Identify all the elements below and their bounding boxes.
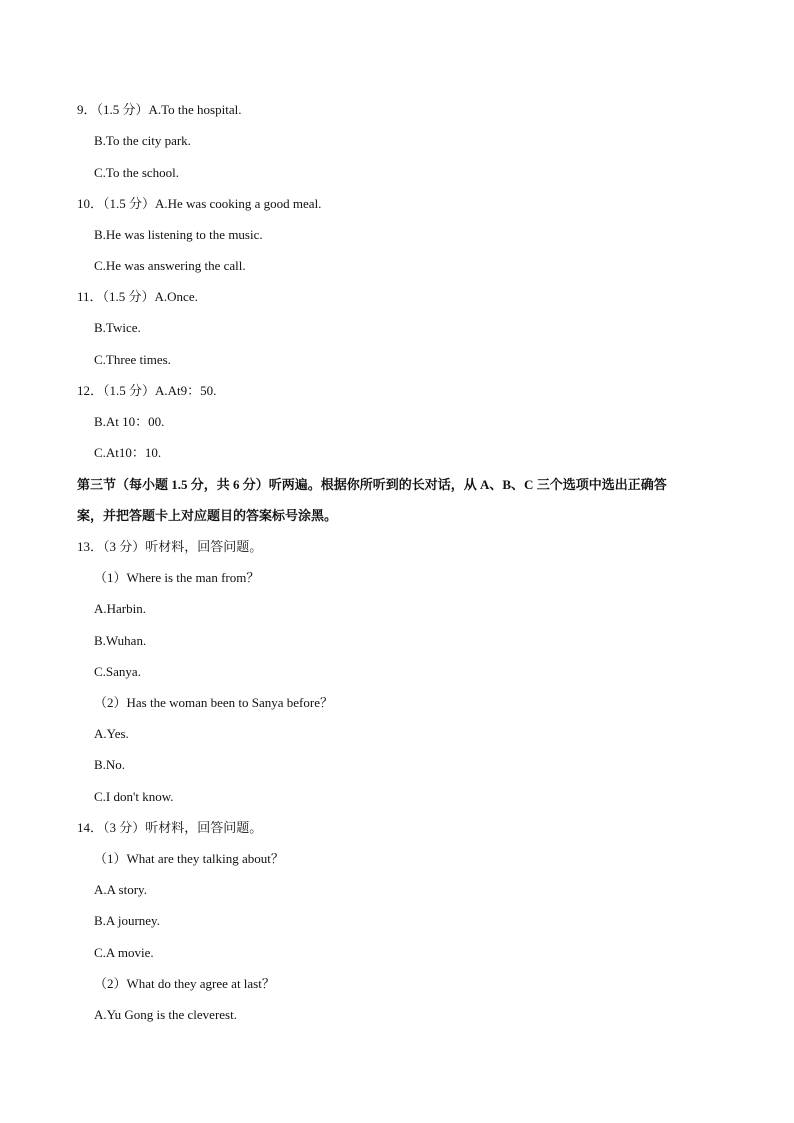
question-13-1-option-c: C.Sanya. xyxy=(94,664,141,679)
question-13-stem: 13．（3 分）听材料，回答问题。 xyxy=(77,539,263,554)
section-3-instructions-line2: 案，并把答题卡上对应题目的答案标号涂黑。 xyxy=(77,508,338,523)
question-12-option-c: C.At10：10. xyxy=(94,445,162,460)
question-13-2-option-a: A.Yes. xyxy=(94,726,129,741)
question-14-1-prompt: （1）What are they talking about？ xyxy=(94,851,284,866)
question-14-2-prompt: （2）What do they agree at last？ xyxy=(94,976,275,991)
question-11-option-c: C.Three times. xyxy=(94,352,171,367)
question-14-stem: 14．（3 分）听材料，回答问题。 xyxy=(77,820,263,835)
question-9-option-b: B.To the city park. xyxy=(94,133,191,148)
question-10-stem: 10．（1.5 分）A.He was cooking a good meal. xyxy=(77,196,322,211)
question-13-1-option-b: B.Wuhan. xyxy=(94,633,147,648)
question-13-2-option-b: B.No. xyxy=(94,757,126,772)
question-14-1-option-c: C.A movie. xyxy=(94,945,154,960)
question-10-option-b: B.He was listening to the music. xyxy=(94,227,263,242)
question-11-option-b: B.Twice. xyxy=(94,320,141,335)
question-9-option-c: C.To the school. xyxy=(94,165,180,180)
question-14-1-option-a: A.A story. xyxy=(94,882,147,897)
question-13-1-option-a: A.Harbin. xyxy=(94,601,146,616)
question-13-1-prompt: （1）Where is the man from？ xyxy=(94,570,260,585)
question-14-1-option-b: B.A journey. xyxy=(94,913,160,928)
question-11-stem: 11．（1.5 分）A.Once. xyxy=(77,289,198,304)
question-13-2-option-c: C.I don't know. xyxy=(94,789,174,804)
question-9-stem: 9．（1.5 分）A.To the hospital. xyxy=(77,102,242,117)
question-13-2-prompt: （2）Has the woman been to Sanya before？ xyxy=(94,695,333,710)
question-12-option-b: B.At 10：00. xyxy=(94,414,165,429)
question-14-2-option-a: A.Yu Gong is the cleverest. xyxy=(94,1007,237,1022)
question-12-stem: 12．（1.5 分）A.At9：50. xyxy=(77,383,217,398)
question-10-option-c: C.He was answering the call. xyxy=(94,258,246,273)
section-3-instructions-line1: 第三节（每小题 1.5 分，共 6 分）听两遍。根据你所听到的长对话，从 A、B、C 三个选项中选出正确答 xyxy=(77,477,667,492)
